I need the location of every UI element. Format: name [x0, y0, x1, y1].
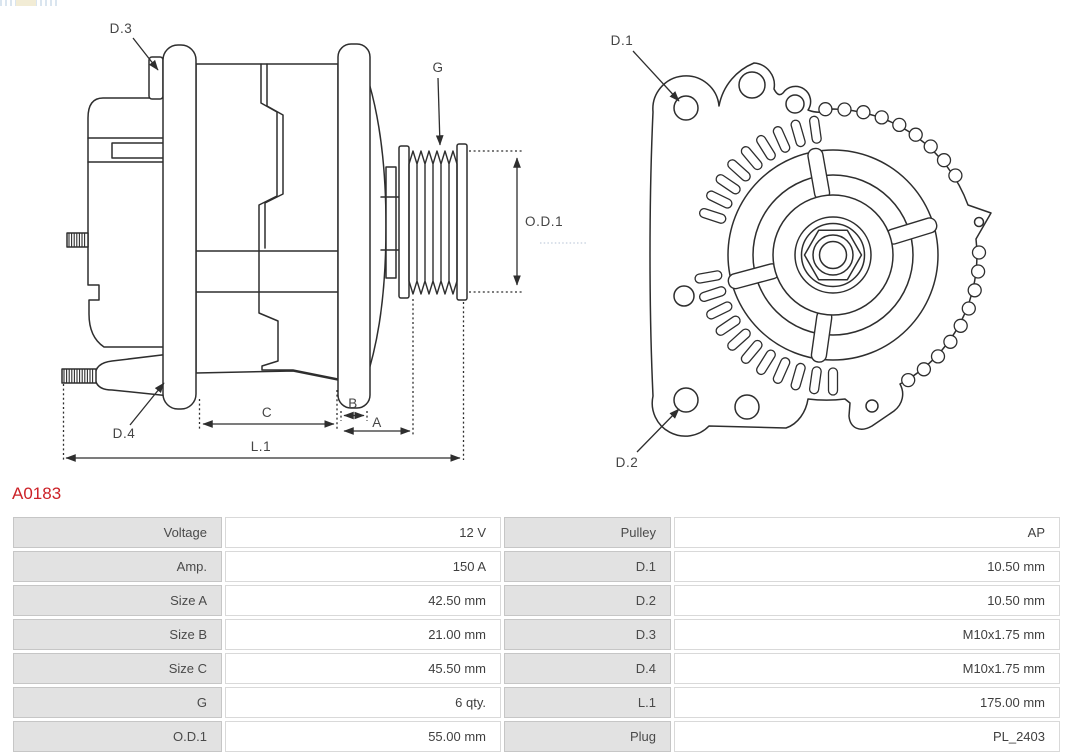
spec-value: 175.00 mm [674, 687, 1060, 718]
spec-label: Size B [13, 619, 222, 650]
label-b: B [348, 396, 358, 411]
label-d4: D.4 [112, 426, 136, 441]
spec-label: O.D.1 [13, 721, 222, 752]
spec-value: AP [674, 517, 1060, 548]
spec-label: Amp. [13, 551, 222, 582]
spec-row [13, 619, 1060, 650]
spec-value: 10.50 mm [674, 551, 1060, 582]
alternator-rear-view [650, 63, 991, 436]
spec-label: D.1 [504, 551, 671, 582]
label-a: A [372, 415, 382, 430]
pulley-flange-left [399, 146, 409, 298]
spec-label: Plug [504, 721, 671, 752]
spec-table [10, 514, 1063, 753]
spec-value: 21.00 mm [225, 619, 501, 650]
spec-label: D.3 [504, 619, 671, 650]
spec-label: Size A [13, 585, 222, 616]
top-mounting-ear [149, 57, 163, 99]
spec-row [13, 585, 1060, 616]
spec-value: 10.50 mm [674, 585, 1060, 616]
spec-row [13, 517, 1060, 548]
part-number-heading: A0183 [12, 484, 62, 503]
label-l1: L.1 [250, 439, 272, 454]
spec-label: D.4 [504, 653, 671, 684]
label-d2: D.2 [615, 455, 639, 470]
spec-value: PL_2403 [674, 721, 1060, 752]
alternator-side-view [62, 44, 467, 409]
front-bracket-flange [163, 45, 196, 409]
spec-value: 6 qty. [225, 687, 501, 718]
spec-value: M10x1.75 mm [674, 619, 1060, 650]
label-od1: O.D.1 [525, 214, 564, 229]
g-callout-arrow [438, 78, 440, 145]
spec-label: Size C [13, 653, 222, 684]
spec-value: 55.00 mm [225, 721, 501, 752]
label-c: C [261, 405, 273, 420]
spec-value: 42.50 mm [225, 585, 501, 616]
pulley-flange-right [457, 144, 467, 300]
drive-end-flange [338, 44, 370, 408]
spec-value: 12 V [225, 517, 501, 548]
spec-label: Voltage [13, 517, 222, 548]
spec-value: 45.50 mm [225, 653, 501, 684]
spec-row [13, 551, 1060, 582]
d3-callout-arrow [133, 38, 158, 70]
label-d3: D.3 [109, 21, 133, 36]
label-d1: D.1 [610, 33, 634, 48]
spec-value: 150 A [225, 551, 501, 582]
spec-label: L.1 [504, 687, 671, 718]
spec-value: M10x1.75 mm [674, 653, 1060, 684]
mount-hole-d2 [674, 388, 698, 412]
spec-label: Pulley [504, 517, 671, 548]
spec-row [13, 721, 1060, 752]
spec-label: D.2 [504, 585, 671, 616]
label-g: G [432, 60, 444, 75]
spec-row [13, 653, 1060, 684]
spec-row [13, 687, 1060, 718]
spec-label: G [13, 687, 222, 718]
pulley-grooves [409, 151, 457, 294]
